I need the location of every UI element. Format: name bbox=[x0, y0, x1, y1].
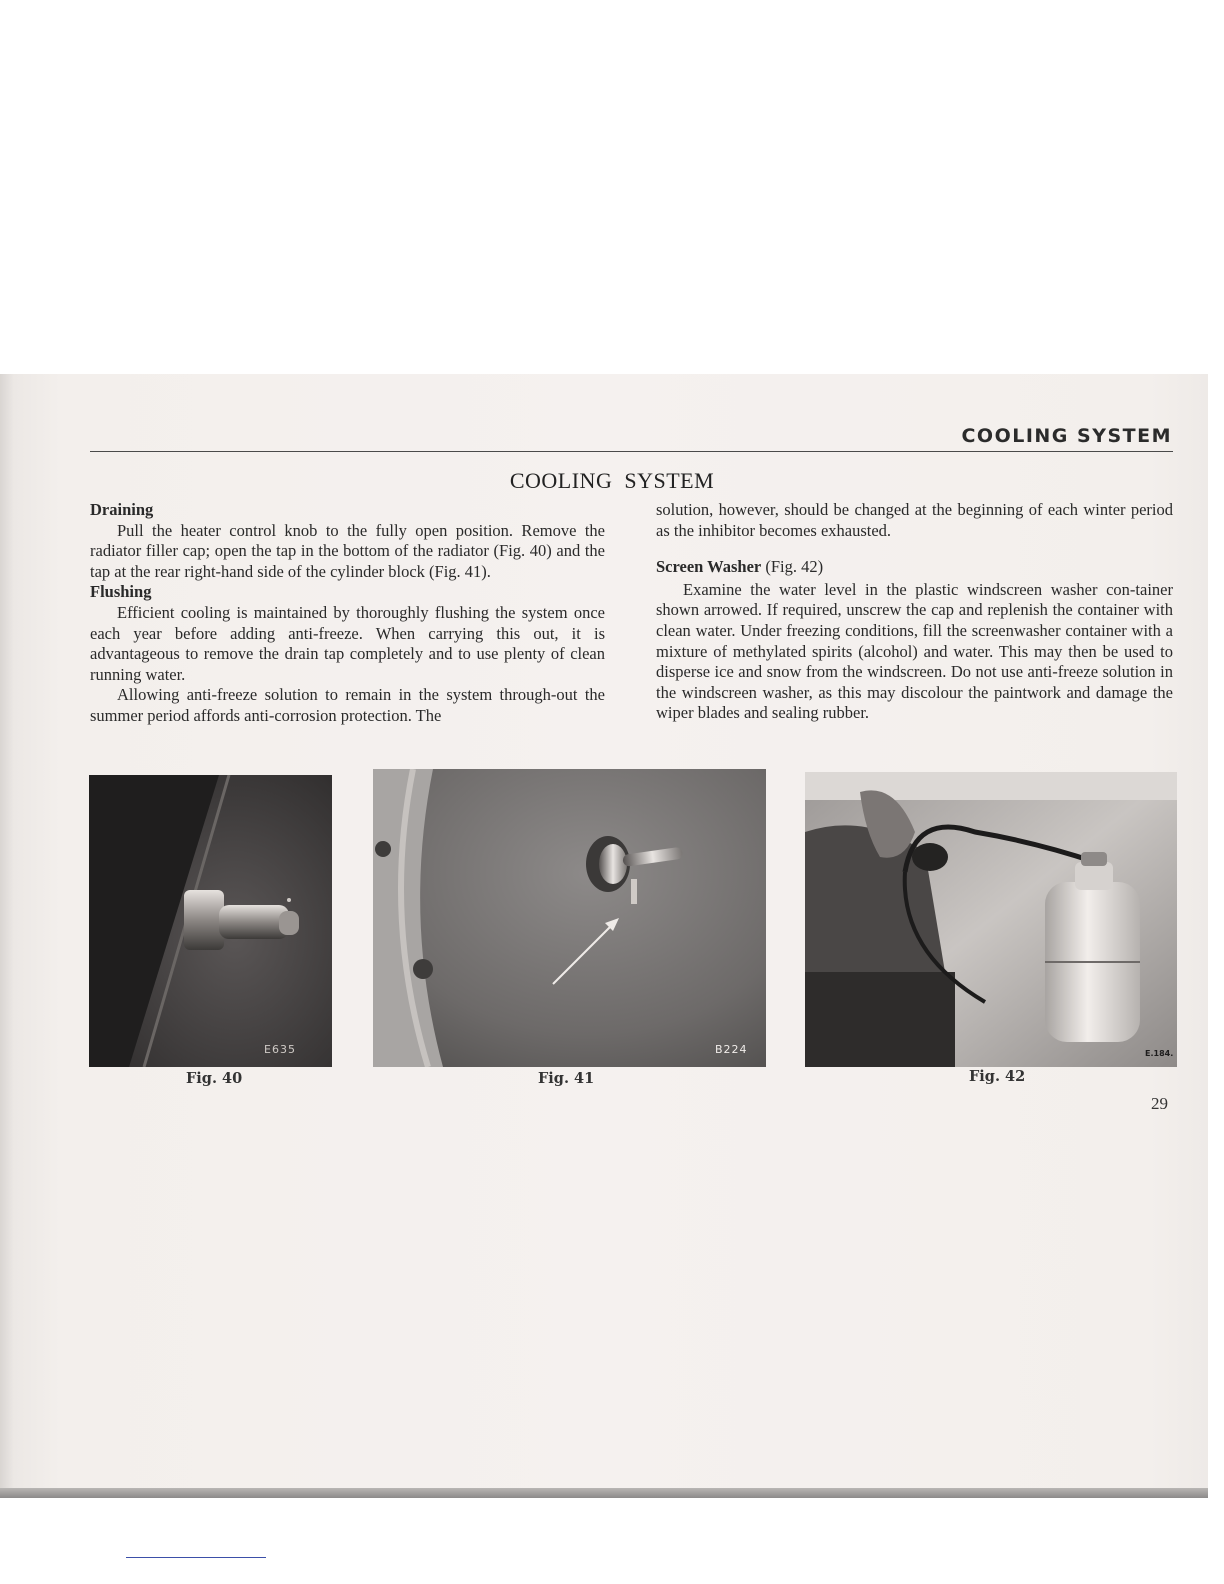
screen-washer-heading-line bbox=[656, 557, 1173, 578]
flushing-paragraph: Efficient cooling is maintained by thoroughly flushing the system once each year before adding anti-freeze. When carrying this out, it is advantageous to remove the drain tap completely and to use plenty of clean running water. bbox=[90, 602, 605, 684]
continued-paragraph: solution, however, should be changed at the beginning of each winter period as the inhibitor becomes exhausted. bbox=[656, 500, 1173, 540]
screen-washer-ref: (Fig. 42) bbox=[761, 557, 824, 577]
flushing-heading: Flushing bbox=[90, 582, 152, 602]
header-rule bbox=[90, 451, 1173, 452]
figure-41-caption: Fig. 41 bbox=[538, 1070, 595, 1087]
figure-40-caption: Fig. 40 bbox=[186, 1070, 243, 1087]
figure-40-photo bbox=[89, 775, 332, 1067]
draining-paragraph: Pull the heater control knob to the fully open position. Remove the radiator filler cap; open the tap in the bottom of the radiator (Fig. 40) and the tap at the rear right-hand side of the cylinder block (Fig. 41). bbox=[90, 520, 605, 581]
left-column bbox=[90, 500, 605, 727]
page-number: 29 bbox=[1151, 1094, 1168, 1113]
running-head: COOLING SYSTEM bbox=[961, 425, 1172, 447]
antifreeze-paragraph: Allowing anti-freeze solution to remain in the system through-out the summer period affords anti-corrosion protection. The bbox=[90, 685, 605, 725]
page-title: COOLING SYSTEM bbox=[509, 468, 715, 493]
footer-rule bbox=[126, 1557, 266, 1558]
screen-washer-heading: Screen Washer bbox=[656, 557, 762, 577]
screen-washer-paragraph: Examine the water level in the plastic windscreen washer con-tainer shown arrowed. If required, unscrew the cap and replenish the container with clean water. Under freezing conditions, fill the screenwasher container with a mixture of methylated spirits (alcohol) and water. This may then be used to disperse ice and snow from the windscreen. Do not use anti-freeze solution in the windscreen washer, as this may discolour the paintwork and damage the wiper blades and sealing rubber. bbox=[656, 579, 1173, 723]
figure-42-code: E.184. bbox=[1145, 1049, 1174, 1058]
figure-42-caption: Fig. 42 bbox=[969, 1068, 1026, 1085]
figure-41-code: B224 bbox=[715, 1043, 748, 1056]
figure-41-photo bbox=[373, 769, 766, 1067]
page-bottom-edge bbox=[0, 1488, 1208, 1498]
figure-42-photo bbox=[805, 772, 1177, 1067]
figure-40-code: E635 bbox=[264, 1043, 296, 1056]
draining-heading: Draining bbox=[90, 500, 154, 519]
right-column bbox=[656, 500, 1173, 724]
